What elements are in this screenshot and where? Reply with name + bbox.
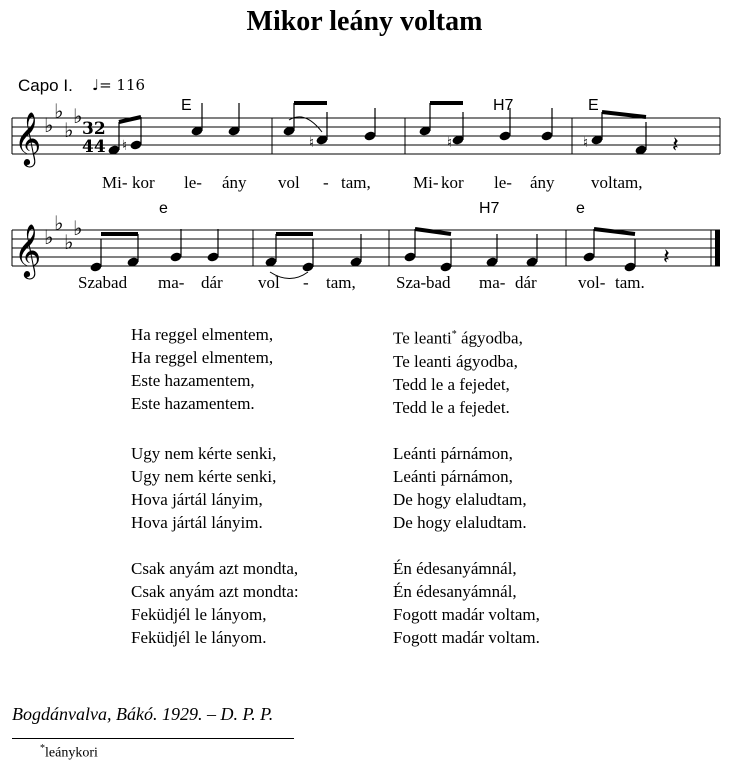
lyric-syllable: vol bbox=[258, 273, 280, 292]
lyric-syllable: dár bbox=[515, 273, 537, 292]
time-signature-bottom: 44 bbox=[82, 137, 106, 157]
note bbox=[89, 239, 102, 273]
lyric-syllable: vol- bbox=[578, 273, 606, 292]
svg-text:♭: ♭ bbox=[54, 211, 64, 235]
verse-line: Tedd le a fejedet. bbox=[393, 397, 510, 417]
notes-line-2 bbox=[89, 229, 669, 279]
verses bbox=[131, 323, 655, 672]
treble-clef-icon: 𝄞 bbox=[14, 111, 42, 165]
lyric-syllable: Szabad bbox=[78, 273, 128, 292]
svg-text:♭: ♭ bbox=[44, 225, 54, 249]
verse-text: Te leanti bbox=[393, 328, 452, 348]
svg-text:♭: ♭ bbox=[64, 118, 74, 142]
verse-line: Este hazamentem. bbox=[131, 394, 255, 413]
verse-line: Én édesanyámnál, bbox=[393, 558, 517, 578]
footnote-mark: * bbox=[451, 329, 457, 340]
stanza-left-column bbox=[131, 442, 393, 534]
lyric-syllable: Sza- bbox=[396, 273, 427, 292]
source-citation: Bogdánvalva, Bákó. 1929. – D. P. P. bbox=[12, 704, 274, 724]
note bbox=[451, 112, 464, 146]
verse-line: Te leanti ágyodba, bbox=[393, 351, 518, 371]
quarter-note-icon: ♩ bbox=[92, 76, 100, 94]
note bbox=[363, 108, 376, 142]
footnote bbox=[40, 743, 98, 762]
verse-line: De hogy elaludtam. bbox=[393, 512, 527, 532]
lyric-syllable: tam, bbox=[326, 273, 356, 292]
lyric-syllable: vol bbox=[278, 173, 300, 192]
capo-marking: Capo I. bbox=[18, 76, 73, 95]
lyrics-line-2 bbox=[78, 273, 645, 292]
svg-text:♭: ♭ bbox=[54, 99, 64, 123]
svg-text:♭: ♭ bbox=[73, 216, 83, 240]
verse-line: Hova jártál lányim, bbox=[131, 489, 263, 509]
lyric-syllable: kor bbox=[441, 173, 464, 192]
note bbox=[206, 229, 219, 263]
stanza-left-column bbox=[131, 323, 393, 419]
stanza-1 bbox=[131, 323, 655, 419]
note bbox=[227, 103, 240, 137]
note bbox=[590, 112, 603, 146]
footnote-divider bbox=[12, 738, 294, 739]
verse-line: Leánti párnámon, bbox=[393, 443, 513, 463]
note bbox=[301, 239, 314, 273]
lyrics-line-1 bbox=[102, 173, 642, 192]
lyric-hyphen: - bbox=[323, 173, 329, 192]
verse-line: Ugy nem kérte senki, bbox=[131, 443, 277, 463]
verse-line: Én édesanyámnál, bbox=[393, 581, 517, 601]
footnote-text: leánykori bbox=[45, 745, 98, 761]
lyric-hyphen: - bbox=[303, 273, 309, 292]
natural-sign: ♮ bbox=[122, 138, 128, 154]
lyric-syllable: Mi- bbox=[102, 173, 128, 192]
svg-text:♭: ♭ bbox=[73, 104, 83, 128]
note bbox=[129, 117, 142, 151]
verse-line bbox=[393, 323, 655, 350]
verse-text: ágyodba, bbox=[456, 328, 523, 348]
stanza-right-column bbox=[393, 323, 655, 419]
chord-symbol: E bbox=[588, 97, 599, 114]
lyric-syllable: ány bbox=[530, 173, 555, 192]
note bbox=[623, 239, 636, 273]
verse-line: Ha reggel elmentem, bbox=[131, 348, 274, 367]
music-score bbox=[0, 0, 729, 300]
tempo-value: = 116 bbox=[99, 76, 146, 94]
final-barline bbox=[715, 230, 720, 266]
note bbox=[169, 229, 182, 263]
stanza-right-column bbox=[393, 442, 655, 534]
lyric-syllable: le- bbox=[494, 173, 512, 192]
verse-line: Leánti párnámon, bbox=[393, 466, 513, 486]
stanza-2 bbox=[131, 442, 655, 534]
verse-line: De hogy elaludtam, bbox=[393, 489, 527, 509]
time-signature-top: 32 bbox=[82, 119, 106, 139]
footnote-mark: * bbox=[40, 743, 45, 754]
lyric-syllable: le- bbox=[184, 173, 202, 192]
verse-line: Fogott madár voltam. bbox=[393, 627, 540, 647]
treble-clef-icon: 𝄞 bbox=[14, 223, 42, 277]
lyric-syllable: tam, bbox=[341, 173, 371, 192]
note bbox=[403, 229, 416, 263]
verse-line: Feküdjél le lányom, bbox=[131, 604, 267, 624]
svg-text:♭: ♭ bbox=[64, 230, 74, 254]
note bbox=[315, 112, 328, 146]
verse-line: Este hazamentem, bbox=[131, 371, 255, 390]
lyric-syllable: kor bbox=[132, 173, 155, 192]
verse-line: Feküdjél le lányom. bbox=[131, 627, 267, 647]
verse-line: Ugy nem kérte senki, bbox=[131, 466, 277, 486]
verse-line: Hova jártál lányim. bbox=[131, 512, 263, 532]
beam bbox=[602, 112, 646, 117]
chord-symbol: H7 bbox=[479, 200, 500, 217]
stanza-3 bbox=[131, 557, 655, 649]
quarter-rest-icon: 𝄽 bbox=[663, 245, 670, 270]
chord-symbol: H7 bbox=[493, 97, 514, 114]
chord-symbol: E bbox=[181, 97, 192, 114]
chord-symbol: e bbox=[576, 200, 585, 217]
natural-sign: ♮ bbox=[447, 135, 453, 151]
natural-sign: ♮ bbox=[309, 135, 315, 151]
lyric-syllable: tam. bbox=[615, 273, 645, 292]
verse-line: Ha reggel elmentem, bbox=[131, 325, 274, 344]
lyric-syllable: ma- bbox=[158, 273, 185, 292]
note bbox=[439, 239, 452, 273]
lyric-syllable: ány bbox=[222, 173, 247, 192]
lyric-syllable: bad bbox=[426, 273, 451, 292]
verse-line: Tedd le a fejedet, bbox=[393, 374, 510, 394]
natural-sign: ♮ bbox=[583, 135, 589, 151]
chord-symbol: e bbox=[159, 200, 168, 217]
verse-line: Fogott madár voltam, bbox=[393, 604, 540, 624]
song-title: Mikor leány voltam bbox=[246, 6, 483, 37]
note bbox=[418, 103, 431, 137]
note bbox=[582, 229, 595, 263]
verse-line: Csak anyám azt mondta, bbox=[131, 558, 299, 578]
lyric-syllable: Mi- bbox=[413, 173, 439, 192]
lyric-syllable: ma- bbox=[479, 273, 506, 292]
note bbox=[540, 108, 553, 142]
svg-text:♭: ♭ bbox=[44, 113, 54, 137]
quarter-rest-icon: 𝄽 bbox=[672, 133, 679, 158]
lyric-syllable: voltam, bbox=[591, 173, 643, 192]
stanza-right-column bbox=[393, 557, 655, 649]
note bbox=[190, 103, 203, 137]
stanza-left-column bbox=[131, 557, 393, 649]
verse-line: Csak anyám azt mondta: bbox=[131, 581, 299, 601]
lyric-syllable: dár bbox=[201, 273, 223, 292]
